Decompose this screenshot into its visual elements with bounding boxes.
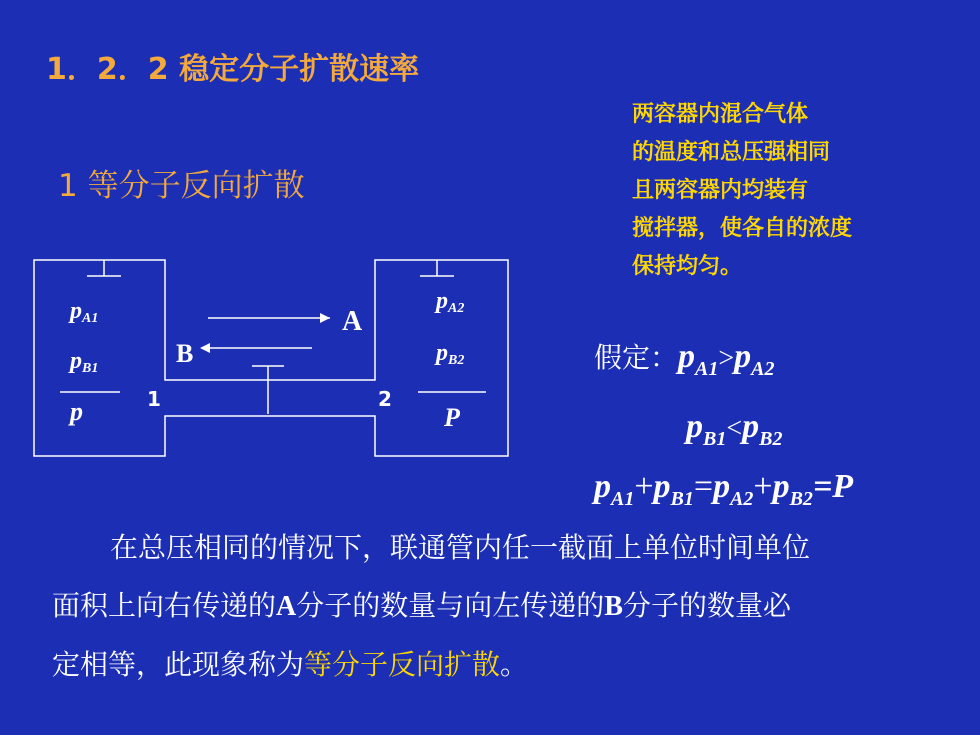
- assumption-2: $p_{B1}<p_{B2}$: [686, 408, 783, 450]
- note-line: 且两容器内均装有: [632, 178, 809, 203]
- note-line: 搅拌器，使各自的浓度: [632, 216, 853, 241]
- note-line: 保持均匀。: [632, 254, 743, 279]
- para-line: 在总压相同的情况下，联通管内任一截面上单位时间单位: [110, 531, 811, 564]
- right-p: P: [444, 403, 460, 432]
- para-line: 面积上向右传递的A分子的数量与向左传递的B分子的数量必: [52, 589, 791, 622]
- assumption-3: $p_{A1}+p_{B1}=p_{A2}+p_{B2}=P$: [594, 468, 854, 510]
- highlight-term: 等分子反向扩散: [304, 648, 501, 681]
- label-B: B: [176, 339, 194, 368]
- left-pA: pA1: [70, 298, 99, 326]
- slide-title: 1．2．2 稳定分子扩散速率: [46, 52, 420, 87]
- right-pA: pA2: [436, 288, 465, 316]
- assumption-1: 假定：$p_{A1}>p_{A2}$: [594, 338, 775, 380]
- explanation-paragraph: [52, 524, 952, 689]
- label-2: 2: [378, 387, 392, 411]
- label-1: 1: [147, 387, 161, 411]
- note-line: 的温度和总压强相同: [632, 140, 831, 165]
- right-pB: pB2: [436, 340, 465, 368]
- para-line: 定相等，此现象称为等分子反向扩散。: [52, 648, 529, 681]
- note-line: 两容器内混合气体: [632, 102, 809, 127]
- slide-subtitle: 1 等分子反向扩散: [58, 168, 305, 204]
- left-p: p: [70, 397, 83, 426]
- left-pB: pB1: [70, 348, 99, 376]
- label-A: A: [342, 306, 363, 337]
